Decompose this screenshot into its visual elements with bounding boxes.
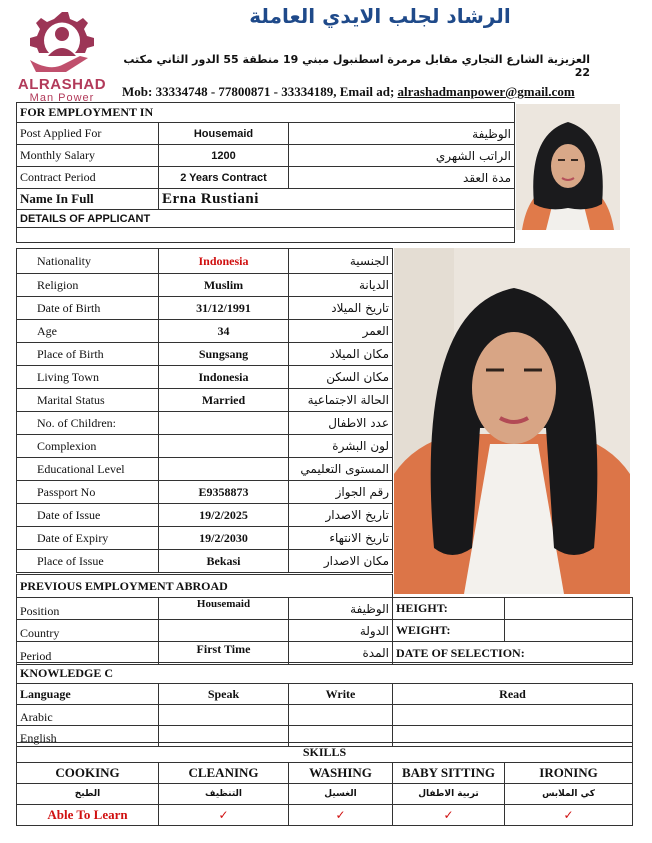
previous-row (17, 598, 633, 620)
detail-row (17, 550, 393, 573)
row-label-ar: الوظيفة (289, 123, 515, 145)
check-icon: ✓ (218, 807, 229, 822)
detail-label: Passport No (17, 481, 159, 504)
previous-label: Country (17, 620, 159, 642)
row-label: Contract Period (17, 167, 159, 189)
height-label: HEIGHT: (393, 598, 505, 620)
detail-label: Place of Birth (17, 343, 159, 366)
applicant-photo-small (516, 104, 620, 230)
weight-label: WEIGHT: (393, 620, 505, 642)
language-arabic: Arabic (17, 705, 159, 726)
detail-row (17, 527, 393, 550)
detail-row (17, 458, 393, 481)
detail-label-ar: العمر (289, 320, 393, 343)
detail-value: 19/2/2030 (159, 527, 289, 550)
row-value: Housemaid (159, 123, 289, 145)
skills-header-row (17, 763, 633, 784)
language-table (16, 662, 633, 747)
contact-numbers: Mob: 33334748 - 77800871 - 33334189, Email ad; (122, 84, 398, 99)
logo-tagline: Man Power (29, 92, 95, 104)
detail-label-ar: مكان السكن (289, 366, 393, 389)
employment-heading: FOR EMPLOYMENT IN (17, 103, 515, 123)
date-of-selection-label: DATE OF SELECTION: (393, 642, 633, 665)
previous-label-ar: الوظيفة (289, 598, 393, 620)
row-value: 2 Years Contract (159, 167, 289, 189)
logo-name: ALRASHAD (17, 76, 107, 93)
detail-label: Living Town (17, 366, 159, 389)
detail-row (17, 274, 393, 297)
detail-row (17, 320, 393, 343)
detail-value: 34 (159, 320, 289, 343)
skills-table (16, 742, 633, 826)
detail-label: Complexion (17, 435, 159, 458)
previous-employment-table (16, 574, 633, 665)
detail-row (17, 504, 393, 527)
column-write: Write (289, 684, 393, 705)
detail-label-ar: المستوى التعليمي (289, 458, 393, 481)
detail-label-ar: رقم الجواز (289, 481, 393, 504)
previous-value: Housemaid (159, 598, 289, 620)
skill-ironing: IRONING (505, 763, 633, 784)
detail-label-ar: لون البشرة (289, 435, 393, 458)
skills-heading: SKILLS (17, 743, 633, 763)
check-icon: ✓ (443, 807, 454, 822)
column-speak: Speak (159, 684, 289, 705)
detail-row (17, 389, 393, 412)
detail-row (17, 343, 393, 366)
employment-row (17, 123, 515, 145)
previous-heading: PREVIOUS EMPLOYMENT ABROAD (17, 575, 393, 598)
cooking-value: Able To Learn (17, 805, 159, 826)
logo-gear-icon (22, 8, 102, 74)
detail-value: Indonesia (159, 366, 289, 389)
detail-label-ar: الديانة (289, 274, 393, 297)
employment-table (16, 102, 515, 243)
skill-washing-ar: الغسيل (289, 784, 393, 805)
previous-label: Period (17, 642, 159, 665)
detail-label: Marital Status (17, 389, 159, 412)
previous-row (17, 620, 633, 642)
skill-baby-sitting: BABY SITTING (393, 763, 505, 784)
detail-label-ar: تاريخ الانتهاء (289, 527, 393, 550)
detail-label: Age (17, 320, 159, 343)
skill-cooking: COOKING (17, 763, 159, 784)
skill-cleaning-ar: التنظيف (159, 784, 289, 805)
previous-label-ar: الدولة (289, 620, 393, 642)
detail-row (17, 249, 393, 274)
detail-row (17, 297, 393, 320)
detail-value: 19/2/2025 (159, 504, 289, 527)
skill-cleaning: CLEANING (159, 763, 289, 784)
detail-value: Indonesia (159, 249, 289, 274)
company-logo (12, 8, 112, 104)
detail-label: Nationality (17, 249, 159, 274)
applicant-name: Erna Rustiani (159, 189, 515, 210)
check-icon: ✓ (563, 807, 574, 822)
detail-label-ar: الحالة الاجتماعية (289, 389, 393, 412)
detail-label-ar: مكان الميلاد (289, 343, 393, 366)
previous-value (159, 620, 289, 642)
contact-line (122, 84, 642, 100)
detail-row (17, 412, 393, 435)
previous-value: First Time (159, 642, 289, 665)
row-value: 1200 (159, 145, 289, 167)
detail-value: Bekasi (159, 550, 289, 573)
detail-value (159, 412, 289, 435)
detail-row (17, 366, 393, 389)
detail-value: Muslim (159, 274, 289, 297)
detail-row (17, 481, 393, 504)
skill-baby-sitting-ar: تربية الاطفال (393, 784, 505, 805)
previous-label-ar: المدة (289, 642, 393, 665)
employment-row (17, 145, 515, 167)
company-title: الرشاد لجلب الايدي العاملة (249, 4, 511, 28)
employment-row (17, 167, 515, 189)
row-label: Post Applied For (17, 123, 159, 145)
detail-label-ar: تاريخ الاصدار (289, 504, 393, 527)
detail-value: 31/12/1991 (159, 297, 289, 320)
skills-value-row (17, 805, 633, 826)
knowledge-heading: KNOWLEDGE C (17, 663, 633, 684)
applicant-photo-large (394, 248, 630, 594)
detail-label: Educational Level (17, 458, 159, 481)
name-label: Name In Full (17, 189, 159, 210)
detail-label: Date of Issue (17, 504, 159, 527)
language-header-row (17, 684, 633, 705)
skill-washing: WASHING (289, 763, 393, 784)
detail-label-ar: مكان الاصدار (289, 550, 393, 573)
details-table (16, 248, 393, 573)
detail-value (159, 435, 289, 458)
details-heading: DETAILS OF APPLICANT (17, 210, 515, 228)
detail-label: No. of Children: (17, 412, 159, 435)
skill-cooking-ar: الطبخ (17, 784, 159, 805)
detail-label-ar: عدد الاطفال (289, 412, 393, 435)
row-label-ar: الراتب الشهري (289, 145, 515, 167)
column-read: Read (393, 684, 633, 705)
company-address: العزيزية الشارع التجاري مقابل مرمرة اسطنبول مبني 19 منطقة 55 الدور الثاني مكتب 22 (123, 53, 590, 79)
row-label: Monthly Salary (17, 145, 159, 167)
language-english: English (17, 726, 159, 747)
detail-label-ar: تاريخ الميلاد (289, 297, 393, 320)
language-row (17, 705, 633, 726)
column-language: Language (17, 684, 159, 705)
detail-value: E9358873 (159, 481, 289, 504)
detail-value: Sungsang (159, 343, 289, 366)
detail-label-ar: الجنسية (289, 249, 393, 274)
row-label-ar: مدة العقد (289, 167, 515, 189)
detail-label: Religion (17, 274, 159, 297)
detail-label: Date of Expiry (17, 527, 159, 550)
check-icon: ✓ (335, 807, 346, 822)
email-link[interactable]: alrashadmanpower@gmail.com (397, 84, 575, 99)
detail-value (159, 458, 289, 481)
detail-label: Date of Birth (17, 297, 159, 320)
skill-ironing-ar: كي الملابس (505, 784, 633, 805)
skills-ar-row (17, 784, 633, 805)
detail-row (17, 435, 393, 458)
previous-label: Position (17, 598, 159, 620)
detail-value: Married (159, 389, 289, 412)
detail-label: Place of Issue (17, 550, 159, 573)
